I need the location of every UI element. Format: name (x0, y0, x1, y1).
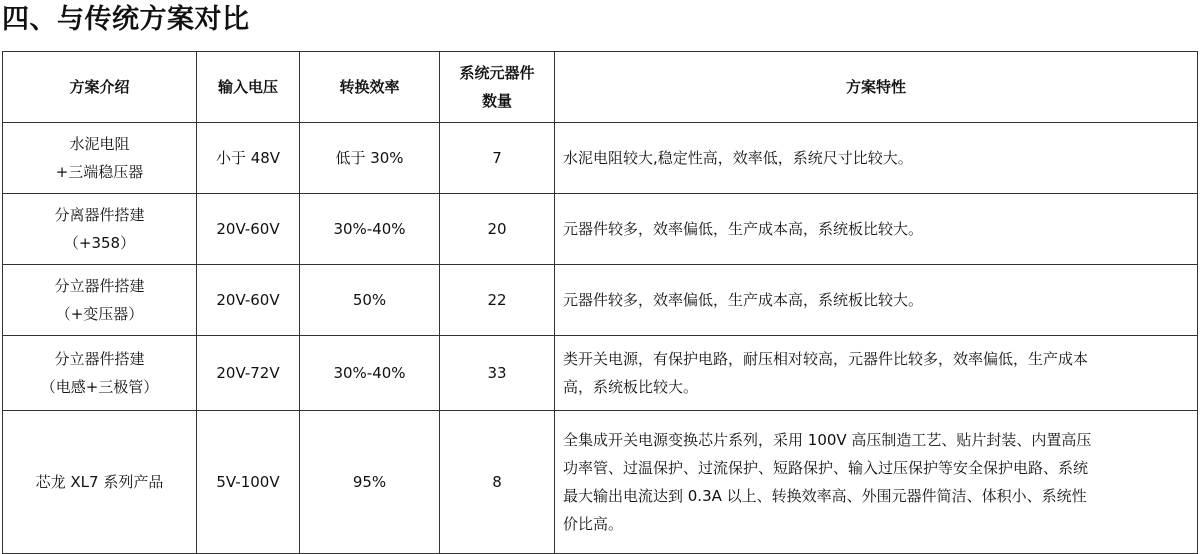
header-count (440, 52, 555, 123)
cell-features (555, 411, 1198, 554)
cell-count: 20 (440, 194, 555, 265)
cell-efficiency: 30%-40% (300, 194, 440, 265)
cell-intro (3, 123, 197, 194)
cell-features (555, 123, 1198, 194)
features-line: 最大输出电流达到 0.3A 以上、转换效率高、外围元器件简洁、体积小、系统性 (563, 487, 1087, 505)
intro-line: 分立器件搭建 (54, 350, 145, 368)
features-line: 价比高。 (563, 515, 624, 533)
cell-efficiency: 低于 30% (300, 123, 440, 194)
header-count-line-1: 系统元器件 (459, 64, 535, 82)
cell-voltage: 20V-72V (197, 336, 300, 411)
header-count-line-2: 数量 (481, 92, 512, 110)
features-line: 高，系统板比较大。 (563, 378, 699, 396)
header-intro: 方案介绍 (3, 52, 197, 123)
cell-voltage: 5V-100V (197, 411, 300, 554)
intro-line: （+358） (63, 234, 136, 252)
cell-efficiency: 50% (300, 265, 440, 336)
table-header-row (3, 52, 1198, 123)
cell-voltage: 20V-60V (197, 265, 300, 336)
cell-efficiency: 95% (300, 411, 440, 554)
features-line: 功率管、过温保护、过流保护、短路保护、输入过压保护等安全保护电路、系统 (563, 459, 1089, 477)
cell-count: 22 (440, 265, 555, 336)
intro-line: 芯龙 XL7 系列产品 (35, 473, 164, 491)
cell-count: 7 (440, 123, 555, 194)
cell-intro (3, 265, 197, 336)
table-row (3, 411, 1198, 554)
page-title: 四、与传统方案对比 (2, 4, 250, 35)
intro-line: 分立器件搭建 (54, 277, 145, 295)
features-line: 水泥电阻较大,稳定性高，效率低，系统尺寸比较大。 (563, 149, 913, 167)
features-line: 元器件较多，效率偏低，生产成本高，系统板比较大。 (563, 291, 924, 309)
cell-efficiency: 30%-40% (300, 336, 440, 411)
header-features: 方案特性 (555, 52, 1198, 123)
cell-features (555, 336, 1198, 411)
comparison-table (2, 51, 1198, 554)
cell-voltage: 小于 48V (197, 123, 300, 194)
cell-features (555, 194, 1198, 265)
intro-line: 分离器件搭建 (54, 206, 145, 224)
features-line: 元器件较多，效率偏低，生产成本高，系统板比较大。 (563, 220, 924, 238)
header-efficiency: 转换效率 (300, 52, 440, 123)
intro-line: （电感+三极管） (40, 378, 159, 396)
cell-voltage: 20V-60V (197, 194, 300, 265)
features-line: 类开关电源，有保护电路，耐压相对较高，元器件比较多，效率偏低，生产成本 (563, 350, 1089, 368)
cell-intro (3, 194, 197, 265)
table-row (3, 123, 1198, 194)
cell-count: 33 (440, 336, 555, 411)
intro-line: （+变压器） (55, 305, 144, 323)
table-row (3, 265, 1198, 336)
header-voltage: 输入电压 (197, 52, 300, 123)
table-row (3, 194, 1198, 265)
table-row (3, 336, 1198, 411)
intro-line: +三端稳压器 (55, 163, 144, 181)
cell-intro (3, 411, 197, 554)
features-line: 全集成开关电源变换芯片系列，采用 100V 高压制造工艺、贴片封装、内置高压 (563, 431, 1092, 449)
cell-count: 8 (440, 411, 555, 554)
intro-line: 水泥电阻 (69, 135, 130, 153)
cell-features (555, 265, 1198, 336)
cell-intro (3, 336, 197, 411)
